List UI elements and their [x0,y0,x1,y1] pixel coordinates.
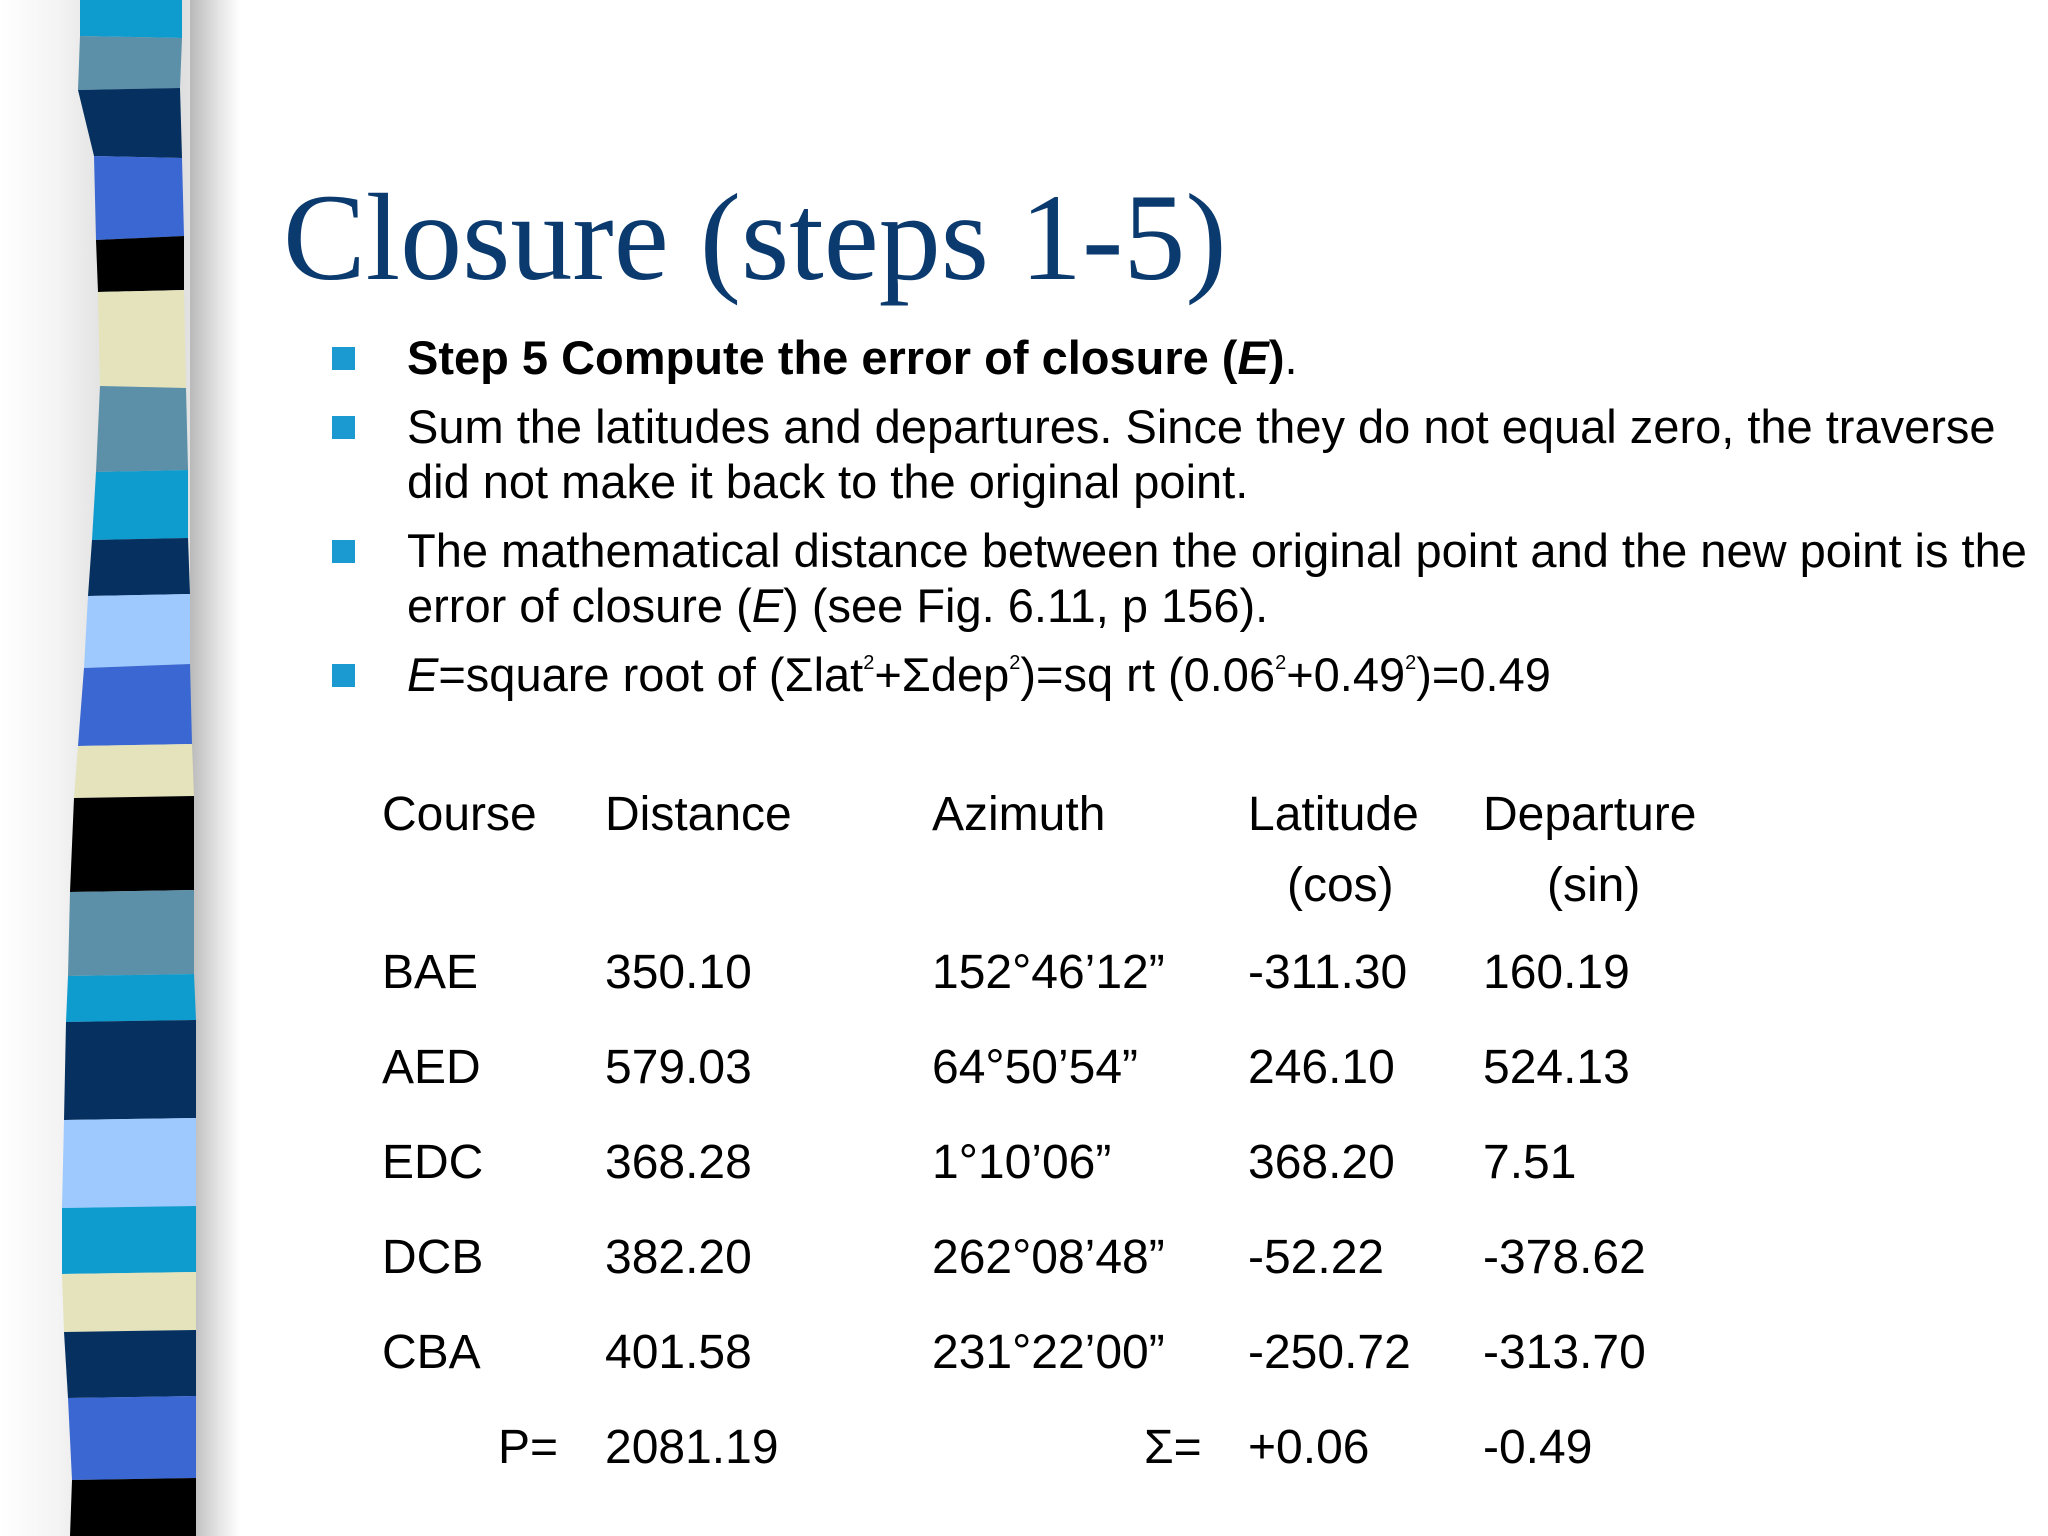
step5-heading-close: ) [1268,331,1285,384]
step5-heading-period: . [1284,331,1298,384]
formula-sup1: 2 [863,652,875,674]
departure-sum: -0.49 [1483,1421,1593,1474]
stripe-royal-3 [68,1396,196,1480]
stripe-pattern [0,0,240,1536]
stripe-cyan-4 [62,1206,196,1274]
stripe-royal-2 [78,664,192,746]
table-cell-azimuth: 152°46’12” [932,946,1165,999]
table-cell-azimuth: 1°10’06” [932,1136,1112,1189]
table-cell-latitude: -52.22 [1248,1231,1385,1284]
table-cell-course: AED [382,1041,481,1094]
stripe-navy-3 [64,1020,196,1120]
subheader-cos: (cos) [1287,859,1394,912]
table-cell-distance: 368.28 [605,1136,752,1189]
table-cell-departure: 160.19 [1483,946,1630,999]
bullet-step5 [330,330,2040,385]
stripe-sky-1 [84,594,190,668]
square-bullet-icon [332,416,355,439]
square-bullet-icon [332,664,355,687]
square-bullet-icon [332,347,355,370]
table-cell-latitude: -311.30 [1248,946,1408,999]
subheader-sin: (sin) [1547,859,1641,912]
decorative-stripe-border [0,0,240,1536]
table-cell-distance: 401.58 [605,1326,752,1379]
stripe-navy-4 [64,1330,196,1398]
table-cell-azimuth: 262°08’48” [932,1231,1165,1284]
sum-text: Sum the latitudes and departures. Since they do not equal zero, the traverse did not make it back to the original point. [407,400,1996,508]
table-cell-distance: 350.10 [605,946,752,999]
stripe-sky-2 [62,1118,196,1208]
stripe-navy-1 [78,88,182,158]
bullet-sum [330,399,2040,509]
latitude-sum: +0.06 [1248,1421,1370,1474]
formula-sup3: 2 [1275,652,1287,674]
stripe-cream-1 [98,290,186,388]
header-departure: Departure [1483,788,1697,841]
sum-label: Σ= [1144,1421,1202,1474]
formula-part2: +Σdep [874,648,1010,701]
stripe-teal-3 [68,890,194,976]
table-cell-course: BAE [382,946,479,999]
bullet-formula [330,647,2040,702]
perimeter-value: 2081.19 [605,1421,779,1474]
stripe-cyan-3 [66,974,196,1022]
stripe-cream-3 [62,1272,196,1332]
formula-sup2: 2 [1009,652,1021,674]
stripe-teal-1 [78,36,182,90]
table-cell-course: DCB [382,1231,484,1284]
bullet-list [330,330,2040,716]
formula-e: E [407,648,439,701]
distance-text-e: E [751,579,784,632]
table-cell-departure: -313.70 [1483,1326,1646,1379]
stripe-black-2 [70,796,194,892]
slide-title: Closure (steps 1-5) [283,169,1227,306]
header-latitude: Latitude [1248,788,1419,841]
step5-heading: Step 5 Compute the error of closure ( [407,331,1238,384]
square-bullet-icon [332,540,355,563]
stripe-navy-2 [88,538,190,596]
header-azimuth: Azimuth [932,788,1106,841]
header-course: Course [382,788,537,841]
stripe-black-3 [70,1478,196,1536]
distance-text-post: ) (see Fig. 6.11, p 156). [783,579,1269,632]
stripe-cream-2 [74,744,194,798]
perimeter-label: P= [498,1421,559,1474]
table-cell-azimuth: 231°22’00” [932,1326,1165,1379]
table-cell-latitude: -250.72 [1248,1326,1411,1379]
table-cell-course: CBA [382,1326,481,1379]
stripe-cyan-1 [80,0,182,38]
stripe-teal-2 [96,386,188,472]
table-cell-departure: 524.13 [1483,1041,1630,1094]
stripe-black-1 [96,236,184,292]
formula-part3: )=sq rt (0.06 [1020,648,1276,701]
distance-text-pre: The mathematical distance between the original point and the new point is the error of closure ( [407,524,2027,632]
formula-part4: +0.49 [1286,648,1406,701]
header-distance: Distance [605,788,792,841]
bullet-distance [330,523,2040,633]
table-cell-distance: 579.03 [605,1041,752,1094]
stripe-royal-1 [94,156,184,240]
formula-part5: )=0.49 [1416,648,1551,701]
stripe-cyan-2 [92,470,188,540]
table-cell-azimuth: 64°50’54” [932,1041,1139,1094]
formula-sup4: 2 [1405,652,1417,674]
table-cell-course: EDC [382,1136,484,1189]
formula-part1: =square root of (Σlat [438,648,864,701]
step5-heading-e: E [1237,331,1269,384]
table-cell-latitude: 368.20 [1248,1136,1395,1189]
table-cell-latitude: 246.10 [1248,1041,1395,1094]
table-cell-distance: 382.20 [605,1231,752,1284]
table-cell-departure: -378.62 [1483,1231,1646,1284]
table-cell-departure: 7.51 [1483,1136,1577,1189]
